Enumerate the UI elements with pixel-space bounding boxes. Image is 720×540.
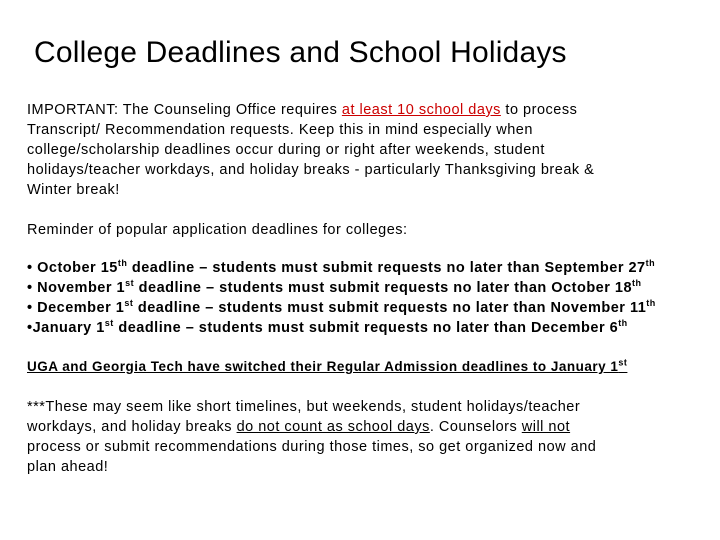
important-line-3: college/scholarship deadlines occur during or right after weekends, student [27, 142, 545, 158]
ordinal-suffix: th [645, 258, 656, 269]
deadline-text: deadline – students must submit requests no later than October 18 [134, 280, 633, 296]
deadline-item-december [27, 298, 667, 318]
closing-underlined-phrase: do not count as school days [236, 419, 430, 435]
important-line-5: Winter break! [27, 182, 120, 198]
important-highlight: at least 10 school days [341, 102, 501, 118]
deadline-date: • October 15 [27, 260, 118, 276]
deadline-date: •January 1 [27, 320, 105, 336]
important-line-4: holidays/teacher workdays, and holiday breaks - particularly Thanksgiving break & [27, 162, 595, 178]
deadline-text: deadline – students must submit requests no later than November 11 [133, 300, 647, 316]
deadline-item-october [27, 258, 667, 278]
ordinal-suffix: th [632, 278, 642, 289]
deadline-item-november [27, 278, 667, 298]
closing-paragraph [27, 397, 667, 477]
ordinal-suffix: st [618, 357, 628, 368]
deadline-date: • December 1 [27, 300, 125, 316]
ordinal-suffix: st [125, 278, 135, 289]
ordinal-suffix: th [117, 258, 128, 269]
ordinal-suffix: st [104, 318, 114, 329]
important-lead: IMPORTANT: The Counseling Office requires [27, 102, 342, 118]
deadline-text: deadline – students must submit requests no later than December 6 [113, 320, 619, 336]
closing-line-3: process or submit recommendations during those times, so get organized now and [27, 439, 597, 455]
important-line-1 [27, 100, 667, 120]
closing-line-2 [27, 417, 667, 437]
deadline-text: deadline – students must submit requests no later than September 27 [127, 260, 646, 276]
closing-text: workdays, and holiday breaks [27, 419, 237, 435]
ordinal-suffix: th [646, 298, 656, 309]
deadline-date: • November 1 [27, 280, 126, 296]
important-line-2: Transcript/ Recommendation requests. Keep this in mind especially when [27, 122, 533, 138]
closing-text: . Counselors [429, 419, 522, 435]
closing-line-4: plan ahead! [27, 459, 109, 475]
closing-line-1: ***These may seem like short timelines, but weekends, student holidays/teacher [27, 399, 581, 415]
important-tail: to process [500, 102, 578, 118]
reminder-text: Reminder of popular application deadlines for colleges: [27, 222, 408, 238]
uga-note [27, 357, 667, 377]
important-paragraph [27, 100, 667, 200]
ordinal-suffix: st [124, 298, 134, 309]
deadline-list [27, 258, 667, 338]
ordinal-suffix: th [618, 318, 628, 329]
uga-note-main: UGA and Georgia Tech have switched their Regular Admission deadlines to January 1 [27, 359, 619, 374]
closing-underlined-phrase: will not [521, 419, 571, 435]
page-title: College Deadlines and School Holidays [34, 36, 567, 69]
deadline-item-january [27, 318, 667, 338]
uga-note-text [27, 359, 627, 374]
